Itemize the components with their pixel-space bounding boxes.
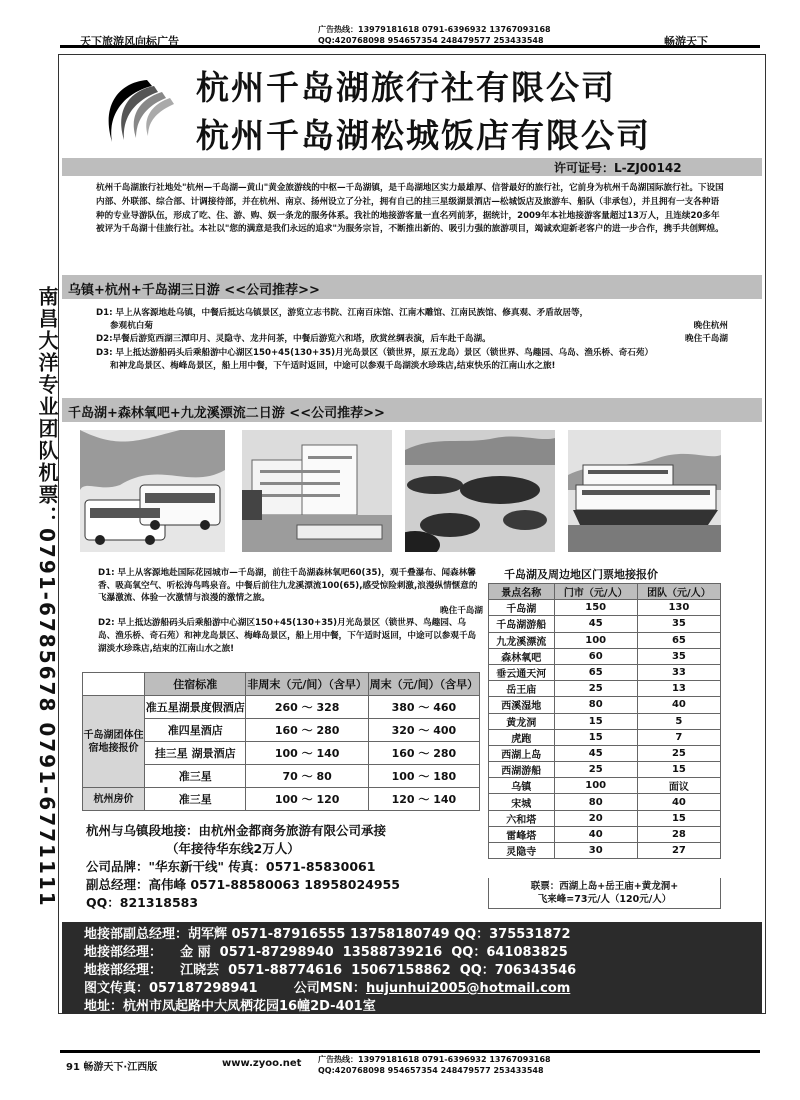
cell: 160 ～ 280 [368,742,479,765]
cell: 六和塔 [489,810,555,826]
hotel-price-table [82,672,480,811]
cell: 100 ～ 120 [246,788,368,811]
cell: 15 [637,762,720,778]
table-row [83,788,480,811]
table-row [489,778,721,794]
cell: 准四星酒店 [145,719,246,742]
contact-line2: 地接部经理： 金 丽 0571-87298940 13588739216 QQ：641083825 [84,945,568,960]
cell: 7 [637,729,720,745]
cell: 60 [554,648,637,664]
table-row [489,681,721,697]
table-row [489,794,721,810]
license-bar [62,158,762,176]
cell: 35 [637,648,720,664]
cell: 80 [554,794,637,810]
cell: 320 ～ 400 [368,719,479,742]
header-hotline [318,24,558,46]
table-row [489,664,721,680]
hotel-col-standard: 住宿标准 [145,673,246,696]
section2-itinerary [98,567,483,655]
header-hotline-text: 广告热线：13979181618 0791-6396932 13767093168 [318,25,551,34]
side-vertical-text: 南昌大洋专业团队机票：0791-6785678 0791-6771111 [35,286,59,908]
ticket-price-table [488,583,721,859]
contact-line1: 地接部副总经理：胡军辉 0571-87916555 13758180749 QQ：375531872 [84,927,571,942]
combo-ticket-note [488,878,721,909]
s2-d1: D1: 早上从客源地赴国际花园城市—千岛湖，前往千岛湖森林氧吧60(35)，观千叠瀑布、闻森林馨香、吸高氧空气、听松涛鸟鸣泉音。中餐后前往九龙溪漂流100(65),感受惊险刺激,浪漫纵情惬意的飞瀑激流、体验一次激情与浪漫的激情之旅。 [98,568,478,604]
table-row [489,762,721,778]
cell: 100 ～ 140 [246,742,368,765]
cell: 33 [637,664,720,680]
cell: 100 [554,632,637,648]
table-row [489,745,721,761]
cell: 45 [554,745,637,761]
license-number: 许可证号：L-ZJ00142 [554,161,682,175]
cell: 160 ～ 280 [246,719,368,742]
contact-line3: 地接部经理： 江晓芸 0571-88774616 15067158862 QQ：706343546 [84,963,577,978]
combo-note-line1: 联票：西湖上岛+岳王庙+黄龙洞+ [530,881,679,892]
footer-qq-text: QQ:420768098 954657354 248479577 253433548 [318,1066,544,1075]
cell: 13 [637,681,720,697]
hz-hotel-label: 杭州房价 [83,788,145,811]
cell: 25 [554,762,637,778]
s1-d3a: D3: 早上抵达游船码头后乘船游中心湖区150+45(130+35)月光岛景区（锁世界，原五龙岛）景区（锁世界、鸟趣园、乌岛、渔乐桥、奇石苑） [96,347,654,358]
contact-block [62,922,762,1032]
ticket-col-group: 团队（元/人） [637,584,720,600]
cell: 100 [554,778,637,794]
cell: 15 [637,810,720,826]
company-title-1: 杭州千岛湖旅行社有限公司 [196,68,616,107]
cell: 5 [637,713,720,729]
table-row [489,810,721,826]
contact-address: 地址：杭州市凤起路中大凤栖花园16幢2D-401室 [84,999,376,1014]
cell: 260 ～ 328 [246,696,368,719]
s1-d1b: 参观杭白菊 [110,321,153,332]
cell: 25 [554,681,637,697]
cell: 面议 [637,778,720,794]
cell: 岳王庙 [489,681,555,697]
table-row [489,697,721,713]
cell: 乌镇 [489,778,555,794]
header-left: 天下旅游风向标广告 [80,35,179,48]
cell: 九龙溪漂流 [489,632,555,648]
cell: 70 ～ 80 [246,765,368,788]
cell: 65 [554,664,637,680]
company-title-2: 杭州千岛湖松城饭店有限公司 [196,116,651,155]
footer-hotline-text: 广告热线：13979181618 0791-6396932 13767093168 [318,1055,551,1064]
cell: 15 [554,729,637,745]
combo-note-line2: 飞来峰=73元/人（120元/人） [537,894,672,905]
table-row [489,600,721,616]
hotel-col-weekend: 周末（元/间）（含早） [368,673,479,696]
cell: 挂三星 湖景酒店 [145,742,246,765]
table-row [489,826,721,842]
cell: 千岛湖 [489,600,555,616]
cell: 380 ～ 460 [368,696,479,719]
cell: 宋城 [489,794,555,810]
cell: 森林氧吧 [489,648,555,664]
cell: 40 [637,794,720,810]
hotel-col-weekday: 非周末（元/间）（含早） [246,673,368,696]
cell: 120 ～ 140 [368,788,479,811]
hz-line3: 公司品牌："华东新干线" 传真：0571-85830061 [86,859,376,874]
hotel-corner [83,673,145,696]
hz-line2: （年接待华东线2万人） [166,841,300,856]
ticket-col-name: 景点名称 [489,584,555,600]
hotel-table-header [83,673,480,696]
s1-d2 [96,333,728,346]
cell: 40 [637,697,720,713]
intro-paragraph: 杭州千岛湖旅行社地处"杭州—千岛湖—黄山"黄金旅游线的中枢—千岛湖镇，是千岛湖地区实力最雄厚、信誉最好的旅行社，它前身为杭州千岛湖国际旅行社。下设国内部、外联部、综合部、计调接待部，并在杭州、南京、扬州设立了分社，拥有自己的挂三星级湖景酒店—松城饭店及旅游车、船队（非承包），并且拥有一支各种语种的专业导游队伍，形成了吃、住、游、购、娱一条龙的服务体系。我社的地接游客量一直名列前茅，据统计，2009年本社地接游客量超过13万人，且连续20多年被评为千岛湖十佳旅行社。本社以"您的满意是我们永远的追求"为服务宗旨，不断推出新的、吸引力强的旅游项目，竭诚欢迎新老客户的进一步合作，携手共创辉煌。 [96,183,724,235]
photo-hotel [242,430,392,552]
cell: 黄龙洞 [489,713,555,729]
contact-hq: 总公司：杭州市淳安县千岛湖镇新安大街11号千岛湖松城饭店 [84,1017,441,1032]
table-row [83,696,480,719]
footer-page: 91 畅游天下·江西版 [66,1062,158,1073]
s1-d1-line2 [96,320,728,333]
cell: 准五星湖景度假酒店 [145,696,246,719]
ticket-table-title: 千岛湖及周边地区门票地接报价 [504,568,658,581]
cell: 垂云通天河 [489,664,555,680]
cell: 30 [554,843,637,859]
ticket-table-header [489,584,721,600]
hangzhou-agent-box [86,822,480,912]
cell: 65 [637,632,720,648]
cell: 虎跑 [489,729,555,745]
table-row [489,729,721,745]
cell: 千岛湖游船 [489,616,555,632]
header-right: 畅游天下 [664,35,708,48]
cell: 45 [554,616,637,632]
photo-lake-islands [405,430,555,552]
cell: 150 [554,600,637,616]
cell: 准三星 [145,788,246,811]
hz-line4: 副总经理：高伟峰 0571-88580063 18958024955 [86,877,400,892]
s2-d1-end: 晚住千岛湖 [440,605,483,616]
s1-d3b: 和神龙岛景区、梅峰岛景区，船上用中餐，下午适时返回，中途可以参观千岛湖淡水珍珠店,结束快乐的江南山水之旅! [110,360,556,371]
cell: 100 ～ 180 [368,765,479,788]
cell: 雷峰塔 [489,826,555,842]
cell: 20 [554,810,637,826]
cell: 西溪湿地 [489,697,555,713]
cell: 35 [637,616,720,632]
s1-d2b: 晚住千岛湖 [685,334,728,345]
footer-url[interactable]: www.zyoo.net [222,1058,302,1069]
section2-title: 千岛湖+森林氧吧+九龙溪漂流二日游 <<公司推荐>> [62,398,762,422]
table-row [489,713,721,729]
table-row [489,648,721,664]
table-row [489,616,721,632]
s1-d1c: 晚住杭州 [693,321,728,332]
cell: 80 [554,697,637,713]
cell: 准三星 [145,765,246,788]
msn-email-link[interactable]: hujunhui2005@hotmail.com [365,981,571,996]
header-qq-text: QQ:420768098 954657354 248479577 253433548 [318,36,544,45]
company-logo [92,72,182,152]
cell: 15 [554,713,637,729]
cell: 28 [637,826,720,842]
footer-hotline [318,1054,558,1076]
cell: 40 [554,826,637,842]
ticket-col-retail: 门市（元/人） [554,584,637,600]
cell: 西湖上岛 [489,745,555,761]
photo-cruise-ship [568,430,721,552]
section1-itinerary [96,307,728,373]
cell: 27 [637,843,720,859]
cell: 西湖游船 [489,762,555,778]
s1-d2a: D2:早餐后游览西湖三潭印月、灵隐寺、龙井问茶，中餐后游览六和塔，欣赏丝绸表演，后车赴千岛湖。 [96,334,491,345]
table-row [489,632,721,648]
hz-line1: 杭州与乌镇段地接：由杭州金都商务旅游有限公司承接 [86,823,387,838]
s2-d2: D2: 早上抵达游船码头后乘船游中心湖区150+45(130+35)月光岛景区（锁世界、鸟趣园、乌岛、渔乐桥、奇石苑）和神龙岛景区、梅峰岛景区，船上用中餐，下午适时返回，中途可以参观千岛湖淡水珍珠店,结束的江南山水之旅! [98,618,477,654]
section1-title: 乌镇+杭州+千岛湖三日游 <<公司推荐>> [62,275,762,299]
table-row [489,843,721,859]
contact-line4 [84,980,740,998]
s1-d1a: D1: 早上从客源地赴乌镇，中餐后抵达乌镇景区，游览立志书院、江南百床馆、江南木雕馆、江南民族馆、修真观、矛盾故居等， [96,308,589,318]
cell: 灵隐寺 [489,843,555,859]
cell: 25 [637,745,720,761]
contact-fax-msn: 图文传真：057187298941 公司MSN： [84,981,366,996]
hz-line5: QQ：821318583 [86,895,199,910]
cell: 130 [637,600,720,616]
photo-buses [80,430,225,552]
qdh-hotel-label: 千岛湖团体住宿地接报价 [83,696,145,788]
